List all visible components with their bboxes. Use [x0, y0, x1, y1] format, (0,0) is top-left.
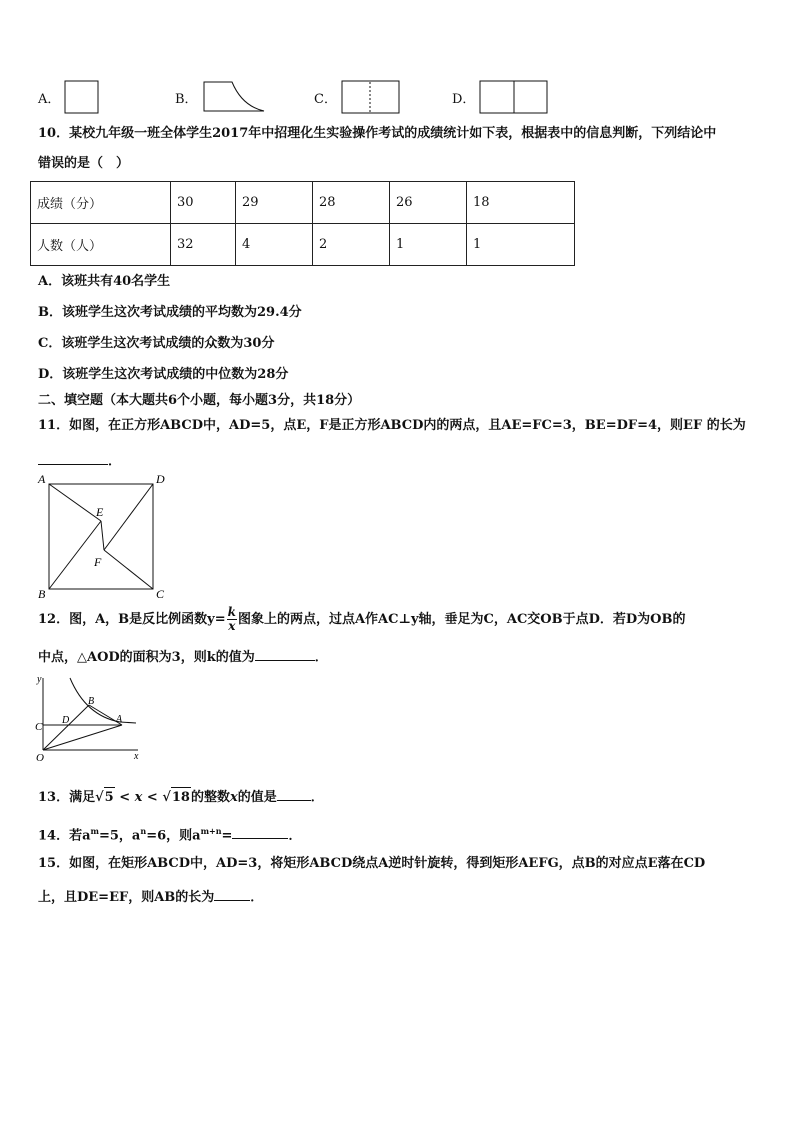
label-f: F: [94, 555, 102, 569]
option-a-figure: [64, 80, 100, 114]
label-d: D: [156, 472, 165, 486]
option-a[interactable]: [38, 80, 100, 114]
frac-den: x: [228, 619, 236, 633]
table-row: [31, 182, 575, 224]
q10-choice-a[interactable]: A．该班共有40名学生: [38, 274, 171, 289]
q13-radicand-2: 18: [171, 787, 191, 808]
option-c-label: C．: [314, 91, 337, 107]
label-c: C: [156, 587, 165, 600]
q14-t3: =: [221, 828, 233, 844]
q14-sup-m: m: [90, 826, 99, 836]
frac-num: k: [227, 605, 236, 619]
q11-answer-line: [38, 450, 121, 472]
option-c-figure: [341, 80, 401, 114]
q15-end: ．: [250, 890, 264, 905]
answer-blank[interactable]: [255, 646, 315, 661]
table-cell: 32: [171, 224, 236, 266]
label-d: D: [62, 715, 70, 726]
label-x: x: [134, 751, 139, 762]
table-cell: 成绩（分）: [31, 182, 171, 224]
table-row: [31, 224, 575, 266]
q13-pre: 13．满足: [38, 790, 96, 805]
q12-stem-line1: [38, 606, 685, 634]
table-cell: 18: [467, 182, 575, 224]
q11-square-figure: [34, 470, 174, 600]
label-a: A: [116, 714, 123, 725]
option-d[interactable]: [452, 80, 549, 114]
answer-blank[interactable]: [214, 886, 250, 901]
q10-choice-b[interactable]: B．该班学生这次考试成绩的平均数为29.4分: [38, 305, 302, 320]
q12-fraction: [227, 606, 237, 633]
table-cell: 28: [313, 182, 390, 224]
label-a: A: [38, 472, 46, 486]
table-cell: 30: [171, 182, 236, 224]
option-a-label: A．: [38, 91, 61, 107]
table-cell: 1: [467, 224, 575, 266]
table-cell: 2: [313, 224, 390, 266]
table-cell: 29: [236, 182, 313, 224]
label-b: B: [38, 587, 46, 600]
q12-end: ．: [314, 650, 328, 665]
option-d-figure: [479, 80, 549, 114]
label-e: E: [96, 505, 104, 519]
q10-stem-line1: 10．某校九年级一班全体学生2017年中招理化生实验操作考试的成绩统计如下表，根据表中的信息判断，下列结论中: [38, 126, 717, 141]
option-c[interactable]: [314, 80, 401, 114]
table-cell: 4: [236, 224, 313, 266]
section-heading: 二、填空题（本大题共6个小题，每小题3分，共18分）: [38, 393, 361, 408]
q13-inequality: < x <: [114, 790, 163, 805]
q14-t2: =6，则a: [146, 828, 201, 844]
option-b-figure: [202, 80, 266, 114]
q14-end: ．: [288, 828, 302, 844]
option-b-label: B．: [175, 91, 198, 107]
q13-radicand-1: 5: [104, 787, 115, 808]
table-cell: 26: [390, 182, 467, 224]
table-cell: 1: [390, 224, 467, 266]
q14-sup-n: n: [140, 826, 147, 836]
label-b: B: [88, 696, 95, 707]
q11-stem: 11．如图，在正方形ABCD中，AD=5，点E，F是正方形ABCD内的两点，且AE=FC=3，BE=DF=4，则EF 的长为: [38, 418, 746, 433]
label-c: C: [35, 721, 43, 733]
q13-end: ．: [310, 790, 324, 805]
table-cell: 人数（人）: [31, 224, 171, 266]
q13-post: 的整数: [190, 790, 230, 805]
q12-graph-figure: [34, 672, 144, 767]
q12-post: 图象上的两点，过点A作AC⊥y轴，垂足为C，AC交OB于点D．若D为OB的: [237, 612, 686, 627]
q13-stem: 13．满足√5 < x < √18的整数x的值是 ．: [38, 786, 324, 808]
answer-blank[interactable]: [38, 450, 108, 465]
score-table: [30, 181, 575, 266]
label-y: y: [37, 674, 42, 685]
q14-stem: [38, 821, 301, 846]
q10-stem-line2: 错误的是（ ）: [38, 156, 130, 171]
answer-blank[interactable]: [277, 786, 311, 801]
q10-choice-c[interactable]: C．该班学生这次考试成绩的众数为30分: [38, 336, 275, 351]
q13-var: x: [229, 790, 238, 805]
q14-t1: =5，a: [98, 828, 141, 844]
label-o: O: [36, 752, 44, 764]
answer-blank[interactable]: [232, 824, 288, 839]
option-d-label: D．: [452, 91, 476, 107]
q15-line2-text: 上，且DE=EF，则AB的长为: [38, 890, 215, 905]
q10-choice-d[interactable]: D．该班学生这次考试成绩的中位数为28分: [38, 367, 289, 382]
q11-end: ．: [108, 454, 122, 469]
q12-line2-text: 中点，△AOD的面积为3，则k的值为: [38, 650, 255, 665]
q14-pre: 14．若a: [38, 828, 91, 844]
q12-stem-line2: [38, 646, 328, 668]
option-b[interactable]: [175, 80, 266, 114]
q15-stem-line1: 15．如图，在矩形ABCD中，AD=3，将矩形ABCD绕点A逆时针旋转，得到矩形AEFG，点B的对应点E落在CD: [38, 856, 706, 871]
q12-pre: 12．图，A，B是反比例函数y=: [38, 612, 226, 627]
q14-sup-mn: m+n: [200, 826, 222, 836]
q15-stem-line2: [38, 886, 263, 908]
q13-post2: 的值是: [237, 790, 277, 805]
